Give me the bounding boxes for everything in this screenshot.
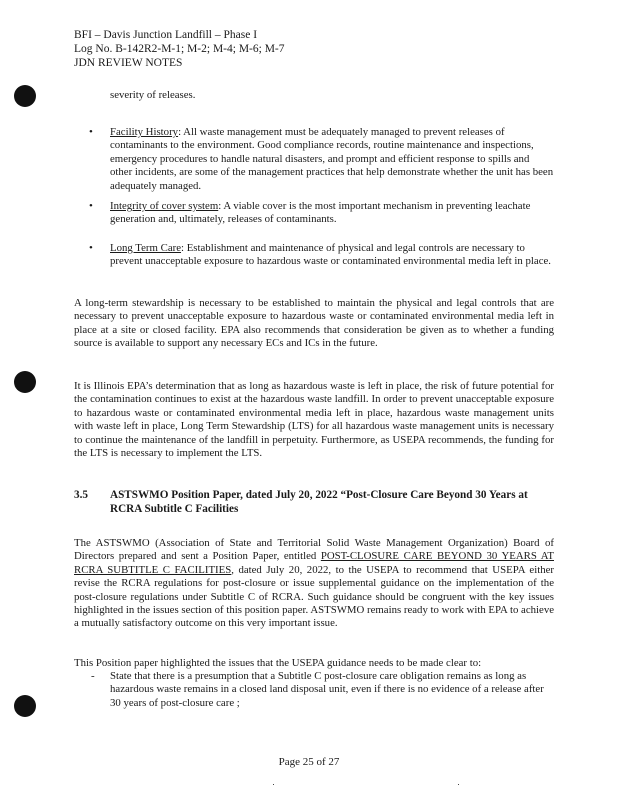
paragraph-issues-intro: This Position paper highlighted the issues that the USEPA guidance needs to be made clear to: [74,657,482,669]
bullet-text: : Establishment and maintenance of physical and legal controls are necessary to prevent unacceptable exposure to hazardous waste or contaminated environmental media left in place. [110,242,551,268]
paragraph-illinois-epa: It is Illinois EPA’s determination that as long as hazardous waste is left in place, the risk of future potential for the contamination continues to exist at the hazardous waste landfill. In order to prevent unacceptable exposure to hazardous waste or contaminated environmental media left in place, hazardous waste management units with waste left in place, Long Term Stewardship (LTS) for all hazardous waste management units is necessary to continue the maintenance of the landfill in perpetuity. Furthermore, as USEPA recommends, the funding for the LTS is necessary to implement the LTS. [74,380,554,460]
bullet-term: Integrity of cover system [110,200,219,212]
header-line-3: JDN REVIEW NOTES [74,57,183,69]
bullet-text: : A viable cover is the most important mechanism in preventing leachate generation and, ultimately, releases of contaminants. [110,200,531,226]
paragraph-stewardship: A long-term stewardship is necessary to be established to maintain the physical and legal controls that are necessary to prevent unacceptable exposure to hazardous waste or contaminated environmental media left in place at a site or closed facility. EPA also recommends that consideration be given as to whether a funding source is available to support any necessary ECs and ICs in the future. [74,297,554,350]
paper-title-link: POST-CLOSURE CARE BEYOND 30 YEARS AT RCRA SUBTITLE C FACILITIES [74,550,554,576]
document-header [74,28,285,70]
dash-bullet-icon: - [91,670,95,682]
bullet-icon: • [89,126,93,138]
bullet-item-facility-history [110,126,554,193]
continuation-text: severity of releases. [110,89,196,101]
bullet-icon: • [89,242,93,254]
section-number: 3.5 [74,489,88,501]
header-line-2: Log No. B-142R2-M-1; M-2; M-4; M-6; M-7 [74,43,285,55]
scan-speck [458,784,459,785]
bullet-item-long-term-care [110,242,554,269]
bullet-term: Facility History [110,126,179,138]
bullet-item-cover-system [110,200,554,227]
section-title: ASTSWMO Position Paper, dated July 20, 2022 “Post-Closure Care Beyond 30 Years at RCRA Subtitle C Facilities [110,489,528,515]
punch-hole-icon [14,85,36,107]
bullet-icon: • [89,200,93,212]
bullet-text: : All waste management must be adequately managed to prevent releases of contaminants to the environment. Good compliance records, routine maintenance and inspections, emergency procedures to handle natural disasters, and prompt and efficient response to spills and other incidents, are some of the management practices that help demonstrate whether the unit has been adequately managed. [110,126,554,192]
dash-item: State that there is a presumption that a Subtitle C post-closure care obligation remains as long as hazardous waste remains in a closed land disposal unit, even if there is no evidence of a release after 30 years of post-closure care ; [110,670,544,709]
header-line-1: BFI – Davis Junction Landfill – Phase I [74,29,258,41]
paragraph-text: , dated July 20, 2022, to the USEPA to recommend that USEPA either revise the RCRA regulations for post-closure or issue supplemental guidance on the implementation of the post-closure regulations under Subtitle C of RCRA. Such guidance should be congruent with the key issues highlighted in the issues section of this position paper. ASTSWMO remains ready to work with EPA to achieve a mutually satisfactory outcome on this very important issue. [74,563,555,630]
paragraph-text: The ASTSWMO (Association of State and Territorial Solid Waste Management Organization) Board of Directors prepared and sent a Position Paper, entitled [74,537,554,563]
paragraph-astswmo [74,537,554,631]
page-number: Page 25 of 27 [278,756,340,768]
scan-speck [273,784,274,785]
punch-hole-icon [14,371,36,393]
bullet-term: Long Term Care [110,242,182,254]
punch-hole-icon [14,695,36,717]
